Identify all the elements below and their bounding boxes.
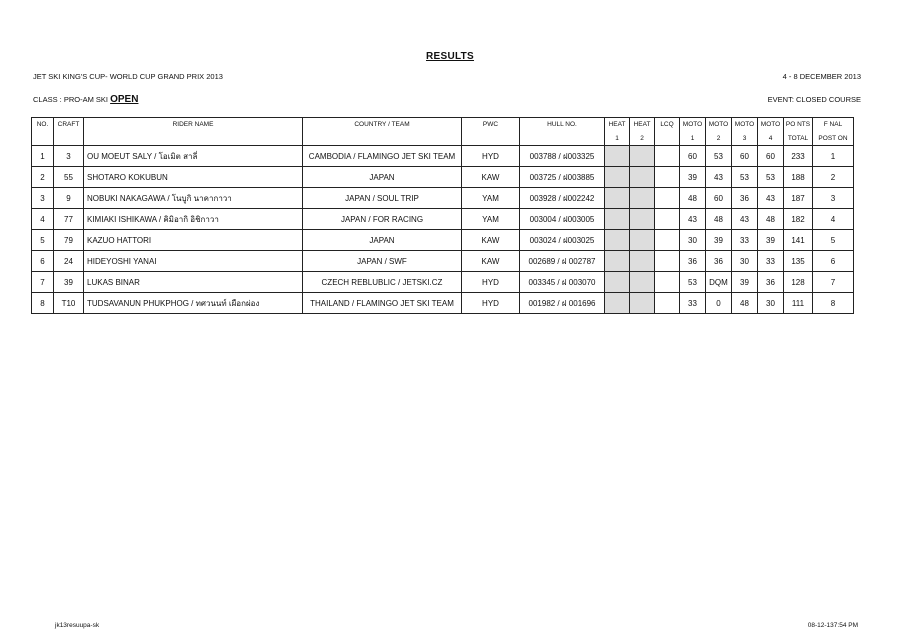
cell-lcq xyxy=(655,146,680,167)
cell-hull: 003024 / ฝ003025 xyxy=(520,230,605,251)
cell-pwc: KAW xyxy=(462,230,520,251)
cell-heat-1 xyxy=(605,293,630,314)
class-line xyxy=(33,94,138,105)
cell-heat-1 xyxy=(605,230,630,251)
cell-final: 3 xyxy=(813,188,854,209)
cell-craft: T10 xyxy=(54,293,84,314)
cell-rider: OU MOEUT SALY / โอเมิต สาลี่ xyxy=(84,146,303,167)
class-label: CLASS : PRO-AM SKI xyxy=(33,95,111,104)
cell-heat-1 xyxy=(605,188,630,209)
cell-heat-2 xyxy=(630,251,655,272)
cell-final: 2 xyxy=(813,167,854,188)
cell-rider: NOBUKI NAKAGAWA / โนบูกิ นาคากาวา xyxy=(84,188,303,209)
cell-pwc: HYD xyxy=(462,146,520,167)
cell-moto-1: 39 xyxy=(680,167,706,188)
cell-moto-4: 36 xyxy=(758,272,784,293)
col-rider: RIDER NAME xyxy=(84,118,303,132)
cell-heat-2 xyxy=(630,293,655,314)
cell-moto-2: 60 xyxy=(706,188,732,209)
table-row xyxy=(32,230,854,251)
cell-craft: 9 xyxy=(54,188,84,209)
col-heat-1-number: 1 xyxy=(605,131,630,146)
cell-moto-2: DQM xyxy=(706,272,732,293)
footer-file-name: jk13resuupa-sk xyxy=(55,622,100,629)
cell-heat-1 xyxy=(605,167,630,188)
col-total: TOTAL xyxy=(784,131,813,146)
cell-moto-1: 53 xyxy=(680,272,706,293)
cell-heat-2 xyxy=(630,146,655,167)
cell-craft: 3 xyxy=(54,146,84,167)
cell-no: 4 xyxy=(32,209,54,230)
table-row xyxy=(32,209,854,230)
col-heat-2: HEAT xyxy=(630,118,655,132)
header-row xyxy=(32,118,854,132)
cell-moto-3: 48 xyxy=(732,293,758,314)
table-row xyxy=(32,188,854,209)
cell-pwc: KAW xyxy=(462,251,520,272)
cell-rider: KAZUO HATTORI xyxy=(84,230,303,251)
table-row xyxy=(32,146,854,167)
col-heat-2-number: 2 xyxy=(630,131,655,146)
cell-craft: 24 xyxy=(54,251,84,272)
cell-craft: 79 xyxy=(54,230,84,251)
cell-total: 141 xyxy=(784,230,813,251)
cell-heat-1 xyxy=(605,209,630,230)
col-moto-4: MOTO xyxy=(758,118,784,132)
cell-final: 5 xyxy=(813,230,854,251)
cell-hull: 003788 / ฝ003325 xyxy=(520,146,605,167)
cell-country: JAPAN / SWF xyxy=(303,251,462,272)
cell-moto-2: 39 xyxy=(706,230,732,251)
cell-lcq xyxy=(655,293,680,314)
cell-moto-1: 30 xyxy=(680,230,706,251)
cell-rider: LUKAS BINAR xyxy=(84,272,303,293)
table-row xyxy=(32,293,854,314)
page-title: RESULTS xyxy=(425,51,475,62)
cell-moto-4: 30 xyxy=(758,293,784,314)
cell-pwc: HYD xyxy=(462,272,520,293)
cell-pwc: YAM xyxy=(462,209,520,230)
cell-final: 6 xyxy=(813,251,854,272)
cell-country: THAILAND / FLAMINGO JET SKI TEAM xyxy=(303,293,462,314)
cell-country: JAPAN xyxy=(303,230,462,251)
col-moto-2: MOTO xyxy=(706,118,732,132)
cell-craft: 39 xyxy=(54,272,84,293)
col-moto-2-number: 2 xyxy=(706,131,732,146)
cell-final: 1 xyxy=(813,146,854,167)
col-hull: HULL NO. xyxy=(520,118,605,132)
col-position: POST ON xyxy=(813,131,854,146)
cell-hull: 002689 / ฝ 002787 xyxy=(520,251,605,272)
cell-moto-2: 0 xyxy=(706,293,732,314)
cell-moto-1: 43 xyxy=(680,209,706,230)
cell-heat-2 xyxy=(630,230,655,251)
cell-total: 187 xyxy=(784,188,813,209)
cell-moto-3: 39 xyxy=(732,272,758,293)
cell-final: 8 xyxy=(813,293,854,314)
cell-moto-3: 53 xyxy=(732,167,758,188)
cell-lcq xyxy=(655,272,680,293)
cell-hull: 003345 / ฝ 003070 xyxy=(520,272,605,293)
col-final: F NAL xyxy=(813,118,854,132)
col-no: NO. xyxy=(32,118,54,132)
cell-moto-2: 43 xyxy=(706,167,732,188)
class-value: OPEN xyxy=(110,94,139,105)
cell-lcq xyxy=(655,188,680,209)
cell-lcq xyxy=(655,209,680,230)
cell-no: 7 xyxy=(32,272,54,293)
cell-moto-3: 43 xyxy=(732,209,758,230)
cell-moto-1: 33 xyxy=(680,293,706,314)
cell-no: 6 xyxy=(32,251,54,272)
cell-pwc: KAW xyxy=(462,167,520,188)
col-moto-1: MOTO xyxy=(680,118,706,132)
cell-moto-2: 36 xyxy=(706,251,732,272)
col-points: PO NTS xyxy=(784,118,813,132)
cell-rider: HIDEYOSHI YANAI xyxy=(84,251,303,272)
cell-heat-2 xyxy=(630,209,655,230)
cell-no: 1 xyxy=(32,146,54,167)
header-subrow xyxy=(32,131,854,146)
cell-heat-2 xyxy=(630,167,655,188)
cell-hull: 001982 / ฝ 001696 xyxy=(520,293,605,314)
cell-country: CZECH REBLUBLIC / JETSKI.CZ xyxy=(303,272,462,293)
col-moto-1-number: 1 xyxy=(680,131,706,146)
cell-total: 111 xyxy=(784,293,813,314)
event-type: EVENT: CLOSED COURSE xyxy=(767,95,861,104)
cell-no: 5 xyxy=(32,230,54,251)
cell-heat-2 xyxy=(630,272,655,293)
cell-moto-4: 43 xyxy=(758,188,784,209)
col-country: COUNTRY / TEAM xyxy=(303,118,462,132)
cell-pwc: HYD xyxy=(462,293,520,314)
cell-moto-2: 48 xyxy=(706,209,732,230)
cell-moto-1: 48 xyxy=(680,188,706,209)
cell-craft: 55 xyxy=(54,167,84,188)
cell-heat-2 xyxy=(630,188,655,209)
col-moto-3: MOTO xyxy=(732,118,758,132)
results-table xyxy=(31,117,854,314)
cell-lcq xyxy=(655,251,680,272)
cell-moto-4: 53 xyxy=(758,167,784,188)
col-pwc: PWC xyxy=(462,118,520,132)
cell-final: 7 xyxy=(813,272,854,293)
cell-total: 182 xyxy=(784,209,813,230)
col-moto-3-number: 3 xyxy=(732,131,758,146)
cell-moto-3: 36 xyxy=(732,188,758,209)
cell-country: JAPAN / SOUL TRIP xyxy=(303,188,462,209)
cell-rider: TUDSAVANUN PHUKPHOG / ทศวนนท์ เผือกผ่อง xyxy=(84,293,303,314)
cell-final: 4 xyxy=(813,209,854,230)
cell-country: JAPAN / FOR RACING xyxy=(303,209,462,230)
cell-moto-3: 30 xyxy=(732,251,758,272)
footer-timestamp: 08-12-137:54 PM xyxy=(807,622,858,629)
cell-craft: 77 xyxy=(54,209,84,230)
cell-moto-1: 60 xyxy=(680,146,706,167)
table-row xyxy=(32,272,854,293)
col-moto-4-number: 4 xyxy=(758,131,784,146)
cell-heat-1 xyxy=(605,272,630,293)
cell-total: 135 xyxy=(784,251,813,272)
cell-total: 188 xyxy=(784,167,813,188)
cell-country: CAMBODIA / FLAMINGO JET SKI TEAM xyxy=(303,146,462,167)
cell-no: 3 xyxy=(32,188,54,209)
cell-rider: KIMIAKI ISHIKAWA / คิมิอากิ อิชิกาวา xyxy=(84,209,303,230)
cell-lcq xyxy=(655,167,680,188)
cell-moto-2: 53 xyxy=(706,146,732,167)
event-name: JET SKI KING'S CUP- WORLD CUP GRAND PRIX 2013 xyxy=(33,72,223,81)
cell-hull: 003928 / ฝ002242 xyxy=(520,188,605,209)
cell-total: 233 xyxy=(784,146,813,167)
cell-moto-4: 39 xyxy=(758,230,784,251)
cell-moto-3: 33 xyxy=(732,230,758,251)
cell-hull: 003004 / ฝ003005 xyxy=(520,209,605,230)
table-row xyxy=(32,251,854,272)
cell-country: JAPAN xyxy=(303,167,462,188)
cell-moto-4: 33 xyxy=(758,251,784,272)
cell-no: 2 xyxy=(32,167,54,188)
event-date: 4 - 8 DECEMBER 2013 xyxy=(782,72,861,81)
cell-moto-1: 36 xyxy=(680,251,706,272)
cell-rider: SHOTARO KOKUBUN xyxy=(84,167,303,188)
cell-hull: 003725 / ฝ003885 xyxy=(520,167,605,188)
table-row xyxy=(32,167,854,188)
col-lcq: LCQ xyxy=(655,118,680,132)
col-heat-1: HEAT xyxy=(605,118,630,132)
cell-heat-1 xyxy=(605,251,630,272)
cell-lcq xyxy=(655,230,680,251)
cell-moto-4: 48 xyxy=(758,209,784,230)
cell-total: 128 xyxy=(784,272,813,293)
cell-moto-4: 60 xyxy=(758,146,784,167)
cell-no: 8 xyxy=(32,293,54,314)
cell-heat-1 xyxy=(605,146,630,167)
cell-pwc: YAM xyxy=(462,188,520,209)
col-craft: CRAFT xyxy=(54,118,84,132)
cell-moto-3: 60 xyxy=(732,146,758,167)
